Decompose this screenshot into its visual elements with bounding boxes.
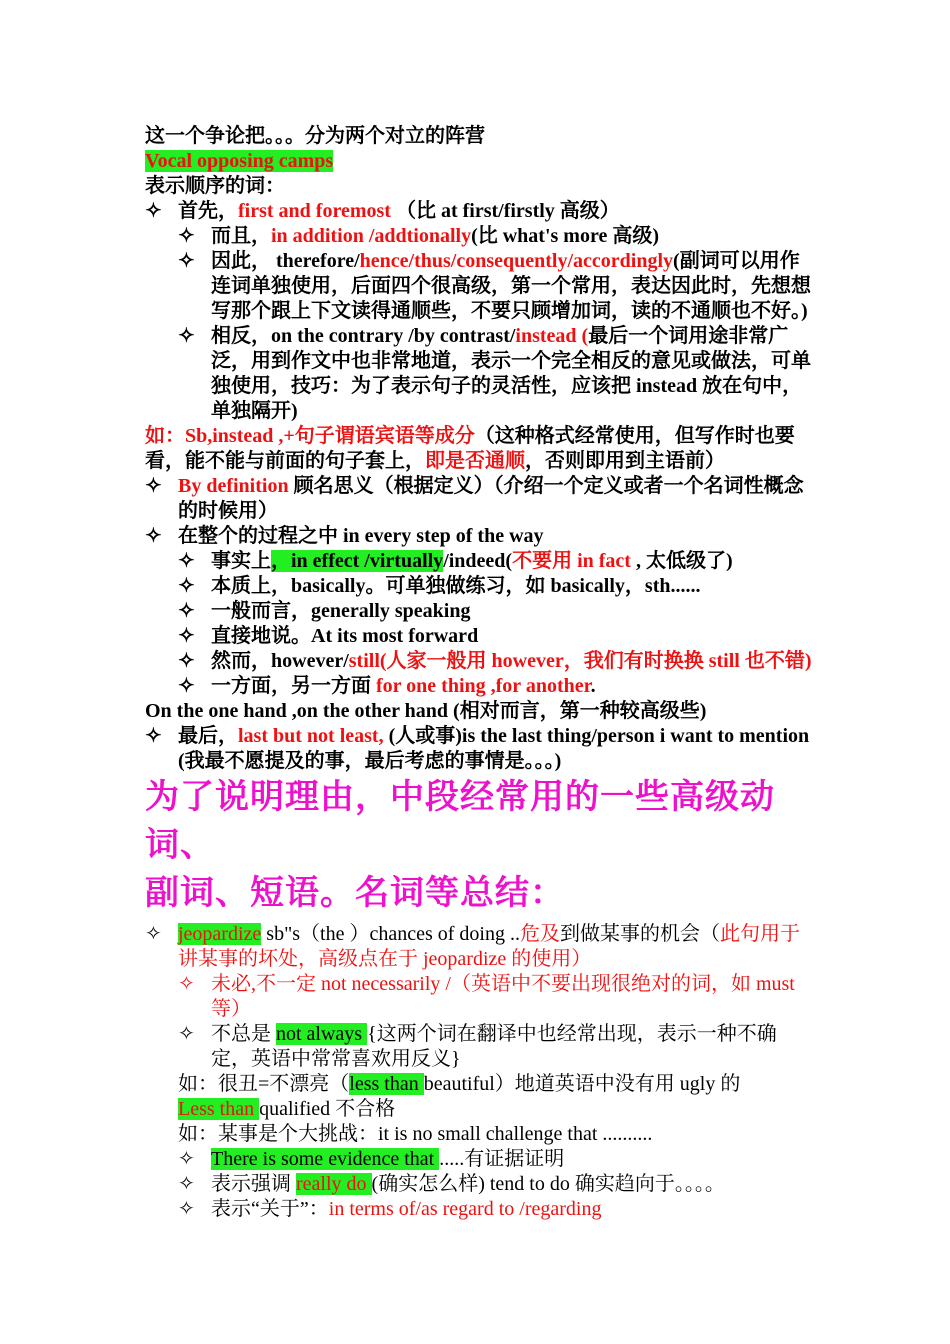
diamond-bullet-icon: ✧ [178, 550, 195, 572]
intro-line: 这一个争论把。。。分为两个对立的阵营 [145, 125, 485, 147]
example-line: 如：Sb,instead ,+句子谓语宾语等成分（这种格式经常使用，但写作时也要看，能不能与前面的句子套上，即是否通顺，否则即用到主语前） [145, 425, 795, 472]
diamond-bullet-icon: ✧ [178, 600, 195, 622]
bullet-item-evidence: ✧ There is some evidence that .....有证据证明 [178, 1148, 565, 1170]
document-page [145, 124, 815, 1222]
bullet-item-generally: ✧ 一般而言，generally speaking [178, 600, 471, 622]
diamond-bullet-icon: ✧ [145, 200, 162, 222]
bullet-item-in-effect: ✧ 事实上，in effect /virtually/indeed(不要用 in fact , 太低级了) [178, 550, 733, 572]
bullet-item-regarding: ✧ 表示“关于”：in terms of/as regard to /regarding [178, 1198, 602, 1220]
diamond-bullet-icon: ✧ [178, 625, 195, 647]
example-challenge: 如：某事是个大挑战：it is no small challenge that .......... [178, 1123, 653, 1145]
bullet-item-however: ✧ 然而，however/still(人家一般用 however，我们有时换换 still 也不错) [178, 650, 812, 672]
bullet-item-one-thing: ✧ 一方面，另一方面 for one thing ,for another. [178, 675, 596, 697]
example-less-than: 如：很丑=不漂亮（less than beautiful）地道英语中没有用 ugly 的 [178, 1073, 741, 1095]
bullet-item-really-do: ✧ 表示强调 really do (确实怎么样) tend to do 确实趋向于。。。。 [178, 1173, 725, 1195]
diamond-bullet-icon: ✧ [178, 973, 195, 995]
bullet-item-every-step: ✧ 在整个的过程之中 in every step of the way [145, 525, 544, 547]
bullet-item-not-always: ✧ 不总是 not always {这两个词在翻译中也经常出现，表示一种不确定，英语中常常喜欢用反义} [178, 1023, 777, 1070]
phrase-line [145, 149, 815, 174]
diamond-bullet-icon: ✧ [145, 475, 162, 497]
diamond-bullet-icon: ✧ [178, 1173, 195, 1195]
diamond-bullet-icon: ✧ [178, 1148, 195, 1170]
section-heading-continued: 副词、短语。名词等总结： [145, 875, 565, 912]
section-heading: 为了说明理由，中段经常用的一些高级动词、 [145, 779, 775, 864]
diamond-bullet-icon: ✧ [145, 725, 162, 747]
bullet-item-addition: ✧ 而且，in addition /addtionally(比 what's more 高级) [178, 225, 660, 247]
diamond-bullet-icon: ✧ [145, 923, 162, 945]
section-title-order-words: 表示顺序的词： [145, 175, 285, 197]
highlight-phrase: Vocal opposing camps [145, 150, 334, 172]
bullet-item-last: ✧ 最后，last but not least, (人或事)is the last thing/person i want to mention (我最不愿提及的事，最后考虑的事情是。。。) [145, 725, 810, 772]
diamond-bullet-icon: ✧ [178, 250, 195, 272]
bullet-item-therefore: ✧ 因此， therefore/hence/thus/consequently/accordingly(副词可以用作连词单独使用，后面四个很高级，第一个常用，表达因此时，先想想写那个跟上下文读得通顺些，不要只顾增加词，读的不通顺也不好。) [178, 250, 811, 322]
bullet-item-jeopardize: ✧ jeopardize sb"s（the ）chances of doing ..危及到做某事的机会（此句用于讲某事的坏处，高级点在于 jeopardize 的使用） [145, 923, 800, 970]
on-the-one-hand-line: On the one hand ,on the other hand (相对而言，第一种较高级些) [145, 700, 707, 722]
bullet-item-first: ✧ 首先，first and foremost （比 at first/firstly 高级） [145, 200, 620, 222]
bullet-item-contrary: ✧ 相反，on the contrary /by contrast/instead (最后一个词用途非常广泛，用到作文中也非常地道，表示一个完全相反的意见或做法，可单独使用，技巧：为了表示句子的灵活性，应该把 instead 放在句中，单独隔开) [178, 325, 811, 422]
bullet-item-basically: ✧ 本质上，basically。可单独做练习，如 basically，sth...... [178, 575, 701, 597]
diamond-bullet-icon: ✧ [178, 325, 195, 347]
example-less-than-qualified: Less than qualified 不合格 [178, 1098, 396, 1120]
diamond-bullet-icon: ✧ [178, 650, 195, 672]
diamond-bullet-icon: ✧ [178, 225, 195, 247]
bullet-item-not-necessarily: ✧ 未必,不一定 not necessarily /（英语中不要出现很绝对的词，如 must 等） [178, 973, 795, 1020]
diamond-bullet-icon: ✧ [178, 675, 195, 697]
bullet-item-forward: ✧ 直接地说。At its most forward [178, 625, 479, 647]
diamond-bullet-icon: ✧ [145, 525, 162, 547]
diamond-bullet-icon: ✧ [178, 575, 195, 597]
bullet-item-definition: ✧ By definition 顾名思义（根据定义）（介绍一个定义或者一个名词性概念的时候用） [145, 475, 804, 522]
diamond-bullet-icon: ✧ [178, 1023, 195, 1045]
diamond-bullet-icon: ✧ [178, 1198, 195, 1220]
